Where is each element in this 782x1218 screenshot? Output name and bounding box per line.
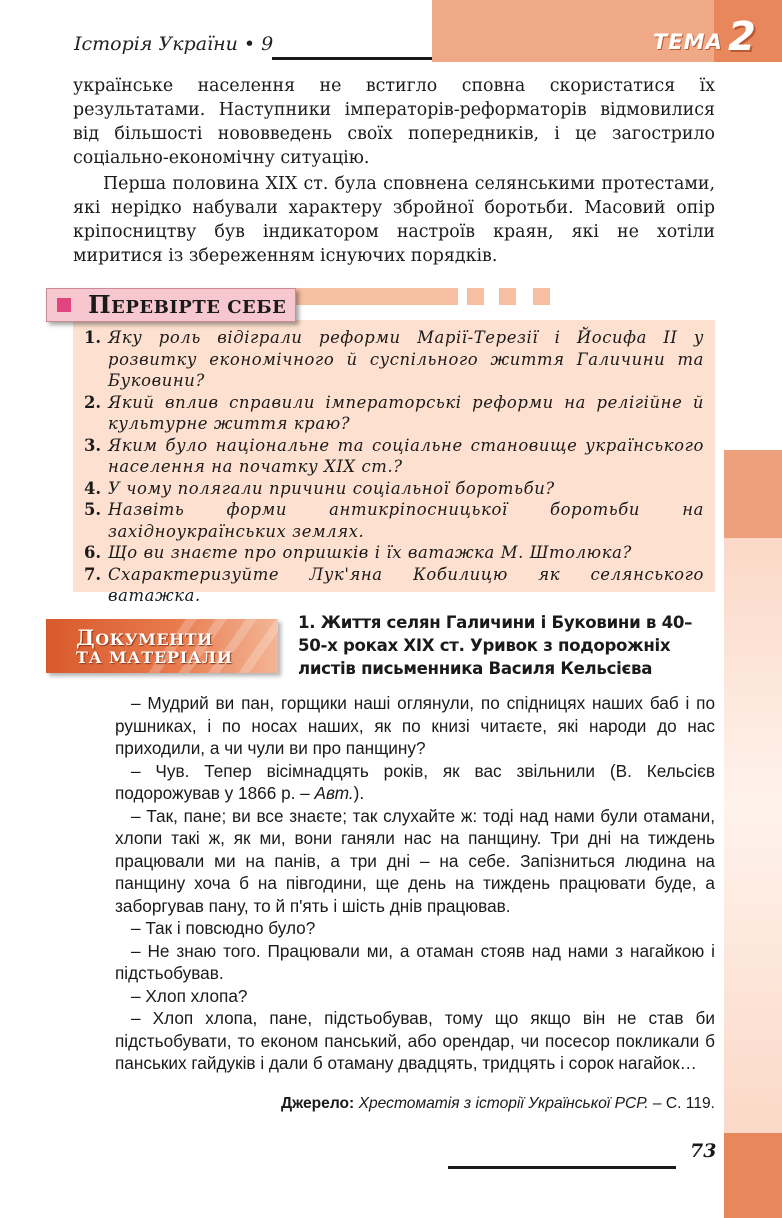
question-text: Схарактеризуйте Лук'яна Кобилицю як селянського ватажка. xyxy=(108,564,704,605)
documents-heading-line1: ДОКУМЕНТИ xyxy=(76,625,213,650)
question-item xyxy=(84,478,704,500)
documents-heading-line2: ТА МАТЕРІАЛИ xyxy=(76,648,233,667)
dialogue-line: – Так і повсюдно було? xyxy=(131,918,316,938)
question-text: Який вплив справили імператорські реформи на релігійне й культурне життя краю? xyxy=(108,392,704,433)
question-text: Яким було національне та соціальне становище українського населення на початку ХІХ ст.? xyxy=(108,435,704,476)
questions-list xyxy=(84,327,704,607)
question-text: Що ви знаєте про опришків і їх ватажка М. Штолюка? xyxy=(108,543,632,562)
dialogue-line: – Не знаю того. Працювали ми, а отаман стояв над нами з нагайкою і підстьобував. xyxy=(115,940,715,983)
question-number: 1. xyxy=(84,328,102,347)
dialogue-line: – Хлоп хлопа, пане, підстьобував, тому що якщо він не став би підстьобувати, то економ панський, або орендар, чи посесор покликали б панських гайдуків і дали б отаману двадцять, тридцять і сорок нагайок… xyxy=(115,1008,715,1073)
question-item xyxy=(84,392,704,435)
question-item xyxy=(84,327,704,392)
question-number: 6. xyxy=(84,543,102,562)
footer-rule xyxy=(448,1166,676,1169)
paragraph-1: українське населення не встигло сповна скористатися їх результатами. Наступники імператорів-реформаторів відмовилися від більшості нововведень своїх попередників, і це загострило соціально-економічну ситуацію. xyxy=(73,76,715,168)
dialogue-line: – Мудрий ви пан, горщики наші оглянули, по спідницях наших баб і по рушниках, і по носах наших, як по книзі читаєте, які народи до нас приходили, а чи чули ви про панщину? xyxy=(115,693,715,758)
header-rule xyxy=(272,57,432,60)
question-number: 5. xyxy=(84,500,102,519)
paragraph-2: Перша половина ХІХ ст. була сповнена селянськими протестами, які нерідко набували характеру збройної боротьби. Масовий опір кріпосництву був індикатором настроїв краян, які не хотіли миритися із збереженням існуючих порядків. xyxy=(73,174,715,266)
decor-square xyxy=(499,288,516,305)
question-item xyxy=(84,499,704,542)
question-number: 7. xyxy=(84,564,102,584)
dialogue-line: – Хлоп хлопа? xyxy=(131,985,248,1006)
tema-number: 2 xyxy=(728,14,756,60)
source-text: Хрестоматія з історії Української РСР. xyxy=(358,1095,649,1112)
document-text xyxy=(115,692,715,1075)
document-title: 1. Життя селян Галичини і Буковини в 40–50-х роках ХІХ ст. Уривок з подорожніх листів письменника Василя Кельсієва xyxy=(298,613,693,678)
dialogue-line: – Так, пане; ви все знаєте; так слухайте ж: тоді над нами були отамани, хлопи такі ж, як ми, вони ганяли нас на панщину. Три дні на тиждень працювали ми на панів, а три дні – на себе. Запізниться людина на панщину хоча б на півгодини, ще день на тиждень працювати буде, а заборгував пану, то й п'ять і шість днів працював. xyxy=(115,805,715,916)
decor-square xyxy=(533,288,550,305)
side-strip-middle xyxy=(724,538,782,1133)
book-title: Історія України • 9 xyxy=(74,33,274,55)
question-number: 3. xyxy=(84,435,102,455)
check-heading-band xyxy=(296,288,458,305)
side-strip-top xyxy=(724,450,782,538)
question-text: У чому полягали причини соціальної боротьби? xyxy=(108,478,555,498)
source-label: Джерело: xyxy=(281,1095,355,1112)
question-text: Назвіть форми антикріпосницької боротьби на західноукраїнських землях. xyxy=(108,500,704,541)
question-item xyxy=(84,564,704,607)
question-number: 2. xyxy=(84,392,102,412)
decor-square xyxy=(467,288,484,305)
question-number: 4. xyxy=(84,478,102,498)
side-strip-bottom xyxy=(724,1133,782,1218)
source-citation xyxy=(180,1095,715,1113)
tema-label: ТЕМА xyxy=(653,30,723,54)
page-number: 73 xyxy=(690,1140,717,1162)
question-item xyxy=(84,542,704,564)
dialogue-line: – Чув. Тепер вісімнадцять років, як вас звільнили (В. Кельсієв подорожував у 1866 р. – Авт.). xyxy=(115,760,715,803)
question-text: Яку роль відіграли реформи Марії-Терезії і Йосифа ІІ у розвитку економічного й суспільного життя Галичини та Буковини? xyxy=(108,328,704,390)
square-bullet-icon xyxy=(57,298,71,312)
question-item xyxy=(84,435,704,478)
check-heading: ПЕРЕВІРТЕ СЕБЕ xyxy=(88,290,287,319)
source-page: – С. 119. xyxy=(652,1095,715,1112)
